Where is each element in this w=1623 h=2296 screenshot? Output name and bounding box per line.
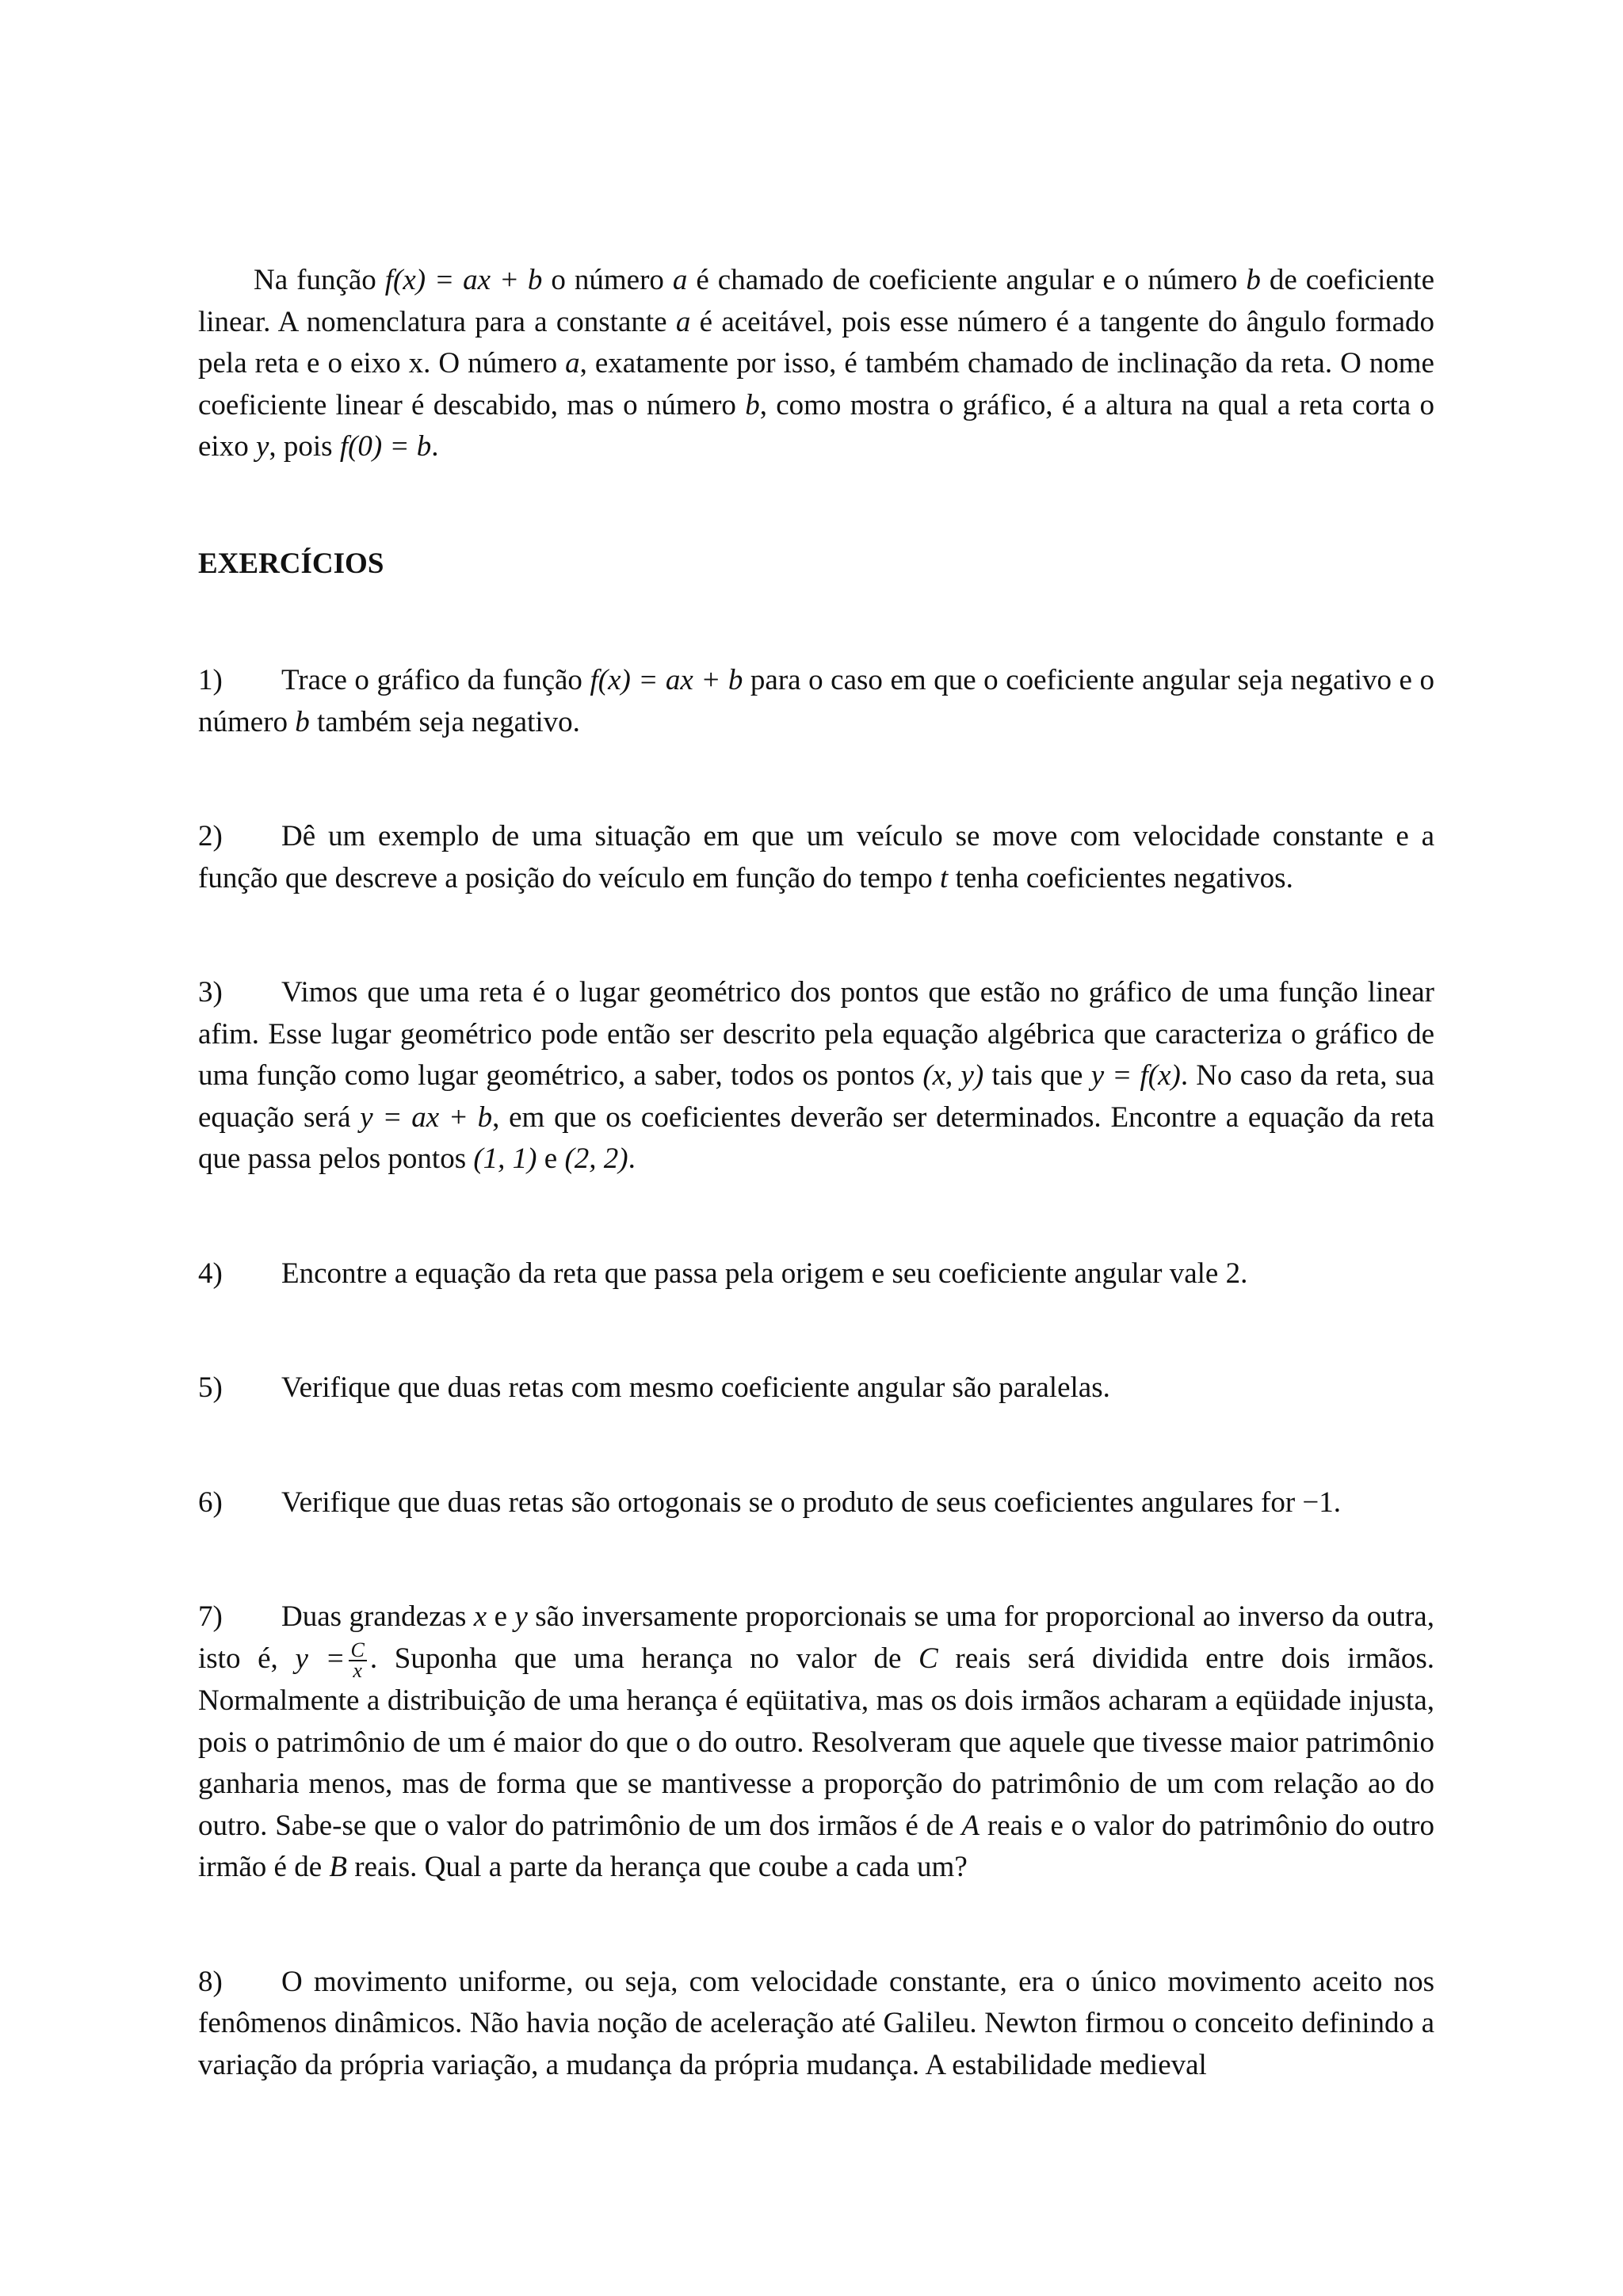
text: e [537,1142,565,1175]
formula: (2, 2) [564,1142,628,1175]
formula: b [745,388,760,421]
formula: y = ax + b [360,1100,493,1134]
text: de coeficiente linear. A nomenclatura para a constante [198,264,1434,338]
exercise-number: 4) [198,1257,223,1290]
text: . Suponha que uma herança no valor de [369,1642,919,1675]
exercise-7 [198,1596,1434,1889]
formula: a [672,264,688,296]
text: Trace o gráfico da função [281,664,590,696]
text: reais. Qual a parte da herança que coube a cada um? [347,1851,968,1884]
text: também seja negativo. [309,705,580,738]
text: Dê um exemplo de uma situação em que um veículo se move com velocidade constante e a função que descreve a posição do veículo em função do tempo [198,820,1434,894]
text: o número [542,264,673,296]
text: reais será dividida entre dois irmãos. Normalmente a distribuição de uma herança é eqüitativa, mas os dois irmãos acharam a eqüidade injusta, pois o patrimônio de um é maior do que o do outro. Resolveram que aquele que tivesse maior patrimônio ganharia menos, mas de forma que se mantivesse a proporção do patrimônio de um com relação ao do outro. Sabe-se que o valor do patrimônio de um dos irmãos é de [198,1642,1434,1842]
exercise-2 [198,816,1434,899]
exercise-6 [198,1482,1434,1524]
text: é aceitável, pois esse número é a tangente do ângulo formado pela reta e o eixo x. O número [198,305,1434,379]
text: Duas grandezas [281,1600,474,1633]
exercise-1 [198,660,1434,743]
formula: y = [295,1642,346,1675]
text: , exatamente por isso, é também chamado de inclinação da reta. O nome coeficiente linear é descabido, mas o número [198,347,1434,421]
text: é chamado de coeficiente angular e o número [687,264,1247,296]
exercise-number: 7) [198,1600,223,1633]
text: Verifique que duas retas são ortogonais se o produto de seus coeficientes angulares for −1. [281,1486,1342,1519]
formula: t [939,861,949,894]
text: são inversamente proporcionais se uma for proporcional ao inverso da outra, isto é, [198,1600,1434,1675]
formula: a [565,347,580,379]
text: Na função [254,264,385,296]
exercise-number: 6) [198,1486,223,1519]
formula: b [295,705,310,738]
exercise-8 [198,1962,1434,2087]
exercise-4 [198,1253,1434,1295]
formula: f(x) = ax + b [590,664,743,696]
formula: y [514,1600,528,1633]
formula: A [961,1809,980,1842]
formula: (x, y) [922,1059,984,1092]
formula: y [255,430,269,463]
text: tenha coeficientes negativos. [948,861,1293,894]
exercise-number: 2) [198,820,223,852]
formula: x [473,1600,487,1633]
text: . [628,1142,636,1175]
formula: C [918,1642,938,1675]
exercise-number: 1) [198,664,223,696]
text: reais e o valor do patrimônio do outro irmão é de [198,1809,1435,1884]
text: . [431,430,439,463]
text: para o caso em que o coeficiente angular seja negativo e o número [198,664,1434,738]
text: Vimos que uma reta é o lugar geométrico dos pontos que estão no gráfico de uma função linear afim. Esse lugar geométrico pode então ser descrito pela equação algébrica que caracteriza o gráfico de uma função como lugar geométrico, a saber, todos os pontos [198,976,1434,1092]
text: e [487,1600,515,1633]
section-heading: EXERCÍCIOS [198,547,384,580]
text: Verifique que duas retas com mesmo coeficiente angular são paralelas. [281,1371,1110,1404]
text: O movimento uniforme, ou seja, com velocidade constante, era o único movimento aceito nos fenômenos dinâmicos. Não havia noção de aceleração até Galileu. Newton firmou o conceito definindo a variação da própria variação, a mudança da própria mudança. A estabilidade medieval [198,1965,1434,2081]
formula: a [675,305,691,338]
formula: B [329,1851,348,1884]
formula: b [1246,264,1261,296]
document-page [198,260,1434,2086]
formula: (1, 1) [473,1142,537,1175]
formula: y = f(x) [1090,1059,1181,1092]
text: , em que os coeficientes deverão ser determinados. Encontre a equação da reta que passa pelos pontos [198,1100,1435,1175]
text: Encontre a equação da reta que passa pela origem e seu coeficiente angular vale 2. [281,1257,1248,1290]
formula: f(0) = b [339,430,432,463]
text: , pois [269,430,340,463]
exercise-number: 3) [198,976,223,1009]
fraction-denominator: x [353,1659,362,1683]
exercise-5 [198,1367,1434,1409]
exercise-number: 8) [198,1965,223,1998]
intro-paragraph [198,260,1434,468]
fraction [349,1638,367,1683]
text: , como mostra o gráfico, é a altura na qual a reta corta o eixo [198,388,1434,463]
exercise-3 [198,972,1434,1180]
fraction-numerator: C [349,1641,367,1661]
formula: f(x) = ax + b [384,264,543,296]
text: tais que [983,1059,1091,1092]
exercise-number: 5) [198,1371,223,1404]
text: . No caso da reta, sua equação será [198,1059,1434,1134]
